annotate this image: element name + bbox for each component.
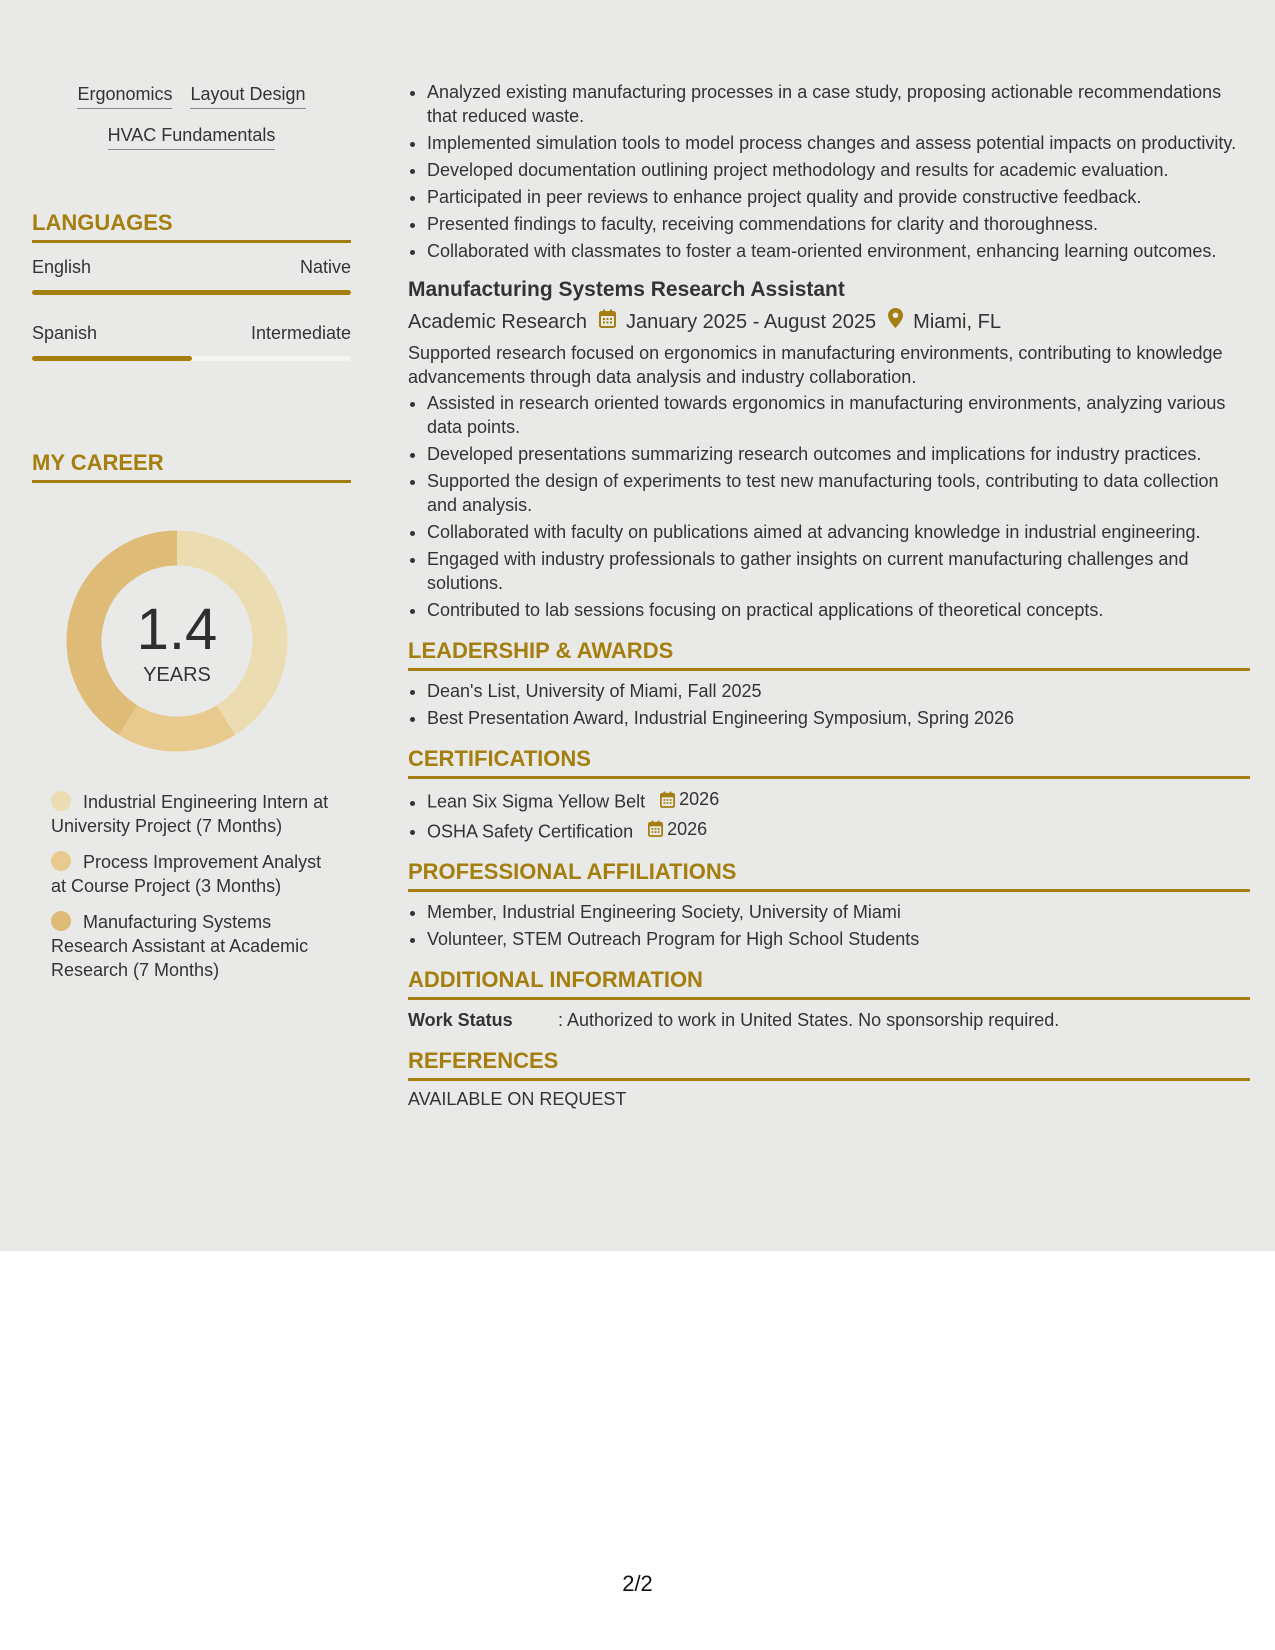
career-heading: MY CAREER: [32, 450, 351, 483]
references-text: AVAILABLE ON REQUEST: [408, 1089, 627, 1109]
bullet-item: • Dean's List, University of Miami, Fall 2025: [427, 679, 1250, 703]
certifications-section: [408, 746, 1250, 779]
bullet-item: • Implemented simulation tools to model process changes and assess potential impacts on productivity.: [427, 131, 1250, 155]
bullet-item: • Member, Industrial Engineering Society, University of Miami: [427, 900, 1250, 924]
work-status-label: Work Status: [408, 1010, 513, 1030]
language-spanish: [32, 309, 351, 375]
certifications-list: [408, 787, 1250, 843]
leadership-heading: LEADERSHIP & AWARDS: [408, 638, 1250, 671]
job-title: Manufacturing Systems Research Assistant: [408, 278, 845, 301]
legend-dot-icon: [51, 911, 71, 931]
job-location: Miami, FL: [913, 310, 1001, 333]
language-bar-fill: [32, 290, 351, 295]
calendar-icon: [599, 309, 616, 335]
language-level: Intermediate: [250, 323, 351, 343]
affiliations-heading: PROFESSIONAL AFFILIATIONS: [408, 859, 1250, 892]
legend-dot-icon: [51, 851, 71, 871]
bullet-item: • Contributed to lab sessions focusing on practical applications of theoretical concepts.: [427, 598, 1250, 622]
career-section: [32, 450, 351, 980]
leadership-list: [408, 679, 1250, 730]
language-bar: [32, 290, 351, 295]
bullet-item: • Engaged with industry professionals to gather insights on current manufacturing challenges and solutions.: [427, 547, 1250, 595]
right-column: [408, 80, 1250, 1110]
certification-year: 2026: [667, 818, 708, 839]
language-name: Spanish: [32, 323, 98, 343]
bullet-item: • Participated in peer reviews to enhance project quality and provide constructive feedback.: [427, 185, 1250, 209]
previous-job-bullets: [408, 80, 1250, 263]
languages-heading: LANGUAGES: [32, 210, 351, 243]
bullet-item: • Supported the design of experiments to test new manufacturing tools, contributing to data collection and analysis.: [427, 469, 1250, 517]
language-english: [32, 243, 351, 309]
bullet-item: • Assisted in research oriented towards ergonomics in manufacturing environments, analyzing various data points.: [427, 391, 1250, 439]
language-bar: [32, 356, 351, 361]
career-total-unit: YEARS: [143, 664, 211, 686]
certification-name: OSHA Safety Certification: [427, 821, 634, 841]
certifications-heading: CERTIFICATIONS: [408, 746, 1250, 779]
career-total-value: 1.4: [136, 597, 218, 662]
work-status-value: : Authorized to work in United States. No sponsorship required.: [558, 1010, 1060, 1030]
bullet-item: • Collaborated with classmates to foster a team-oriented environment, enhancing learning outcomes.: [427, 239, 1250, 263]
job-description: Supported research focused on ergonomics in manufacturing environments, contributing to knowledge advancements through data analysis and industry collaboration.: [408, 343, 1223, 387]
certification-item: [427, 787, 1250, 814]
skill-tag: Layout Design: [190, 84, 305, 109]
languages-section: [32, 210, 351, 375]
certification-item: [427, 817, 1250, 844]
skill-tag: HVAC Fundamentals: [108, 125, 276, 150]
certification-name: Lean Six Sigma Yellow Belt: [427, 791, 646, 812]
bullet-item: • Best Presentation Award, Industrial Engineering Symposium, Spring 2026: [427, 706, 1250, 730]
career-legend-label: Process Improvement Analyst at Course Project (3 Months): [51, 852, 322, 896]
career-legend-item: [51, 790, 336, 838]
language-level: Native: [299, 257, 351, 277]
bullet-item: • Collaborated with faculty on publications aimed at advancing knowledge in industrial engineering.: [427, 520, 1250, 544]
bullet-item: • Analyzed existing manufacturing processes in a case study, proposing actionable recommendations that reduced waste.: [427, 80, 1250, 128]
career-legend-label: Industrial Engineering Intern at University Project (7 Months): [51, 792, 329, 836]
career-legend: [51, 790, 336, 994]
calendar-icon: [648, 820, 663, 837]
skill-tag: Ergonomics: [77, 84, 172, 109]
legend-dot-icon: [51, 791, 71, 811]
job-dates: January 2025 - August 2025: [625, 310, 877, 333]
job-meta: [408, 308, 1250, 335]
career-donut-chart: [66, 530, 288, 752]
calendar-icon: [660, 791, 675, 808]
career-legend-label: Manufacturing Systems Research Assistant at Academic Research (7 Months): [51, 912, 309, 980]
certification-year: 2026: [679, 789, 720, 809]
career-legend-item: [51, 910, 336, 982]
references-section: [408, 1048, 1250, 1081]
affiliations-section: [408, 859, 1250, 892]
bullet-item: • Volunteer, STEM Outreach Program for High School Students: [427, 927, 1250, 951]
page-number: 2/2: [622, 1571, 653, 1596]
work-status-row: [408, 1008, 1250, 1032]
skills-tags: [32, 84, 351, 150]
language-name: English: [32, 257, 92, 277]
bullet-item: • Developed documentation outlining project methodology and results for academic evaluation.: [427, 158, 1250, 182]
location-pin-icon: [888, 308, 903, 335]
career-legend-item: [51, 850, 336, 898]
bullet-item: • Developed presentations summarizing research outcomes and implications for industry practices.: [427, 442, 1250, 466]
additional-section: [408, 967, 1250, 1000]
references-heading: REFERENCES: [408, 1048, 1250, 1081]
job-bullets: [408, 391, 1250, 622]
leadership-section: [408, 638, 1250, 671]
bullet-item: • Presented findings to faculty, receiving commendations for clarity and thoroughness.: [427, 212, 1250, 236]
additional-heading: ADDITIONAL INFORMATION: [408, 967, 1250, 1000]
job-company: Academic Research: [408, 310, 587, 333]
language-bar-fill: [32, 356, 192, 361]
affiliations-list: [408, 900, 1250, 951]
